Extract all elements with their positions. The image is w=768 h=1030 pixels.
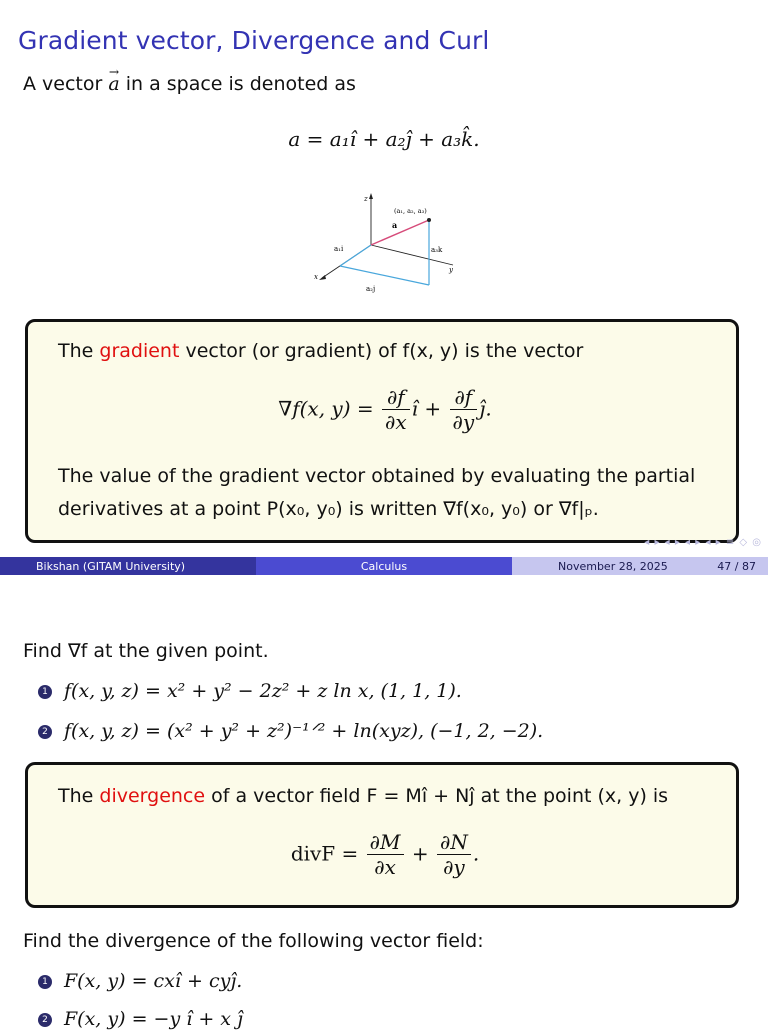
fig-label-z: z xyxy=(364,195,368,203)
fig-label-x: x xyxy=(314,273,318,281)
find-divergence-text: Find the divergence of the following vector field: xyxy=(23,930,484,952)
footer-page: 47 / 87 xyxy=(717,559,756,573)
item-text: F(x, y) = cxî + cyĵ. xyxy=(64,970,243,992)
intro-post: in a space is denoted as xyxy=(119,73,356,95)
gradient-def-line1 xyxy=(58,340,583,362)
vector-3d-figure xyxy=(308,190,468,296)
intro-pre: A vector xyxy=(23,73,109,95)
enum-bullet: 1 xyxy=(38,975,52,989)
list-item xyxy=(38,720,543,742)
grad-post: vector (or gradient) of f(x, y) is the vector xyxy=(179,340,584,362)
enum-bullet: 2 xyxy=(38,725,52,739)
gradient-definition-box xyxy=(25,319,739,543)
fig-label-a: a xyxy=(392,220,398,230)
enum-bullet: 2 xyxy=(38,1013,52,1027)
fig-label-point: (a₁, a₂, a₃) xyxy=(394,207,427,215)
grad-frac1-den: ∂x xyxy=(385,410,407,434)
slide-48 xyxy=(0,576,768,1030)
intro-text xyxy=(23,73,356,95)
div-frac2-den: ∂y xyxy=(443,855,465,879)
grad-frac1-num: ∂f xyxy=(382,386,410,410)
divergence-formula: divF = $\frac{\partial M}{\partial x}$ + $\frac{\partial N}{\partial y}$ . xyxy=(290,830,480,879)
grad-jhat: ĵ. xyxy=(479,396,492,421)
div-post: of a vector field F = Mî + Nĵ at the point (x, y) is xyxy=(205,785,669,807)
item-text: f(x, y, z) = x² + y² − 2z² + z ln x, (1, 1, 1). xyxy=(64,680,462,702)
intro-var: → a xyxy=(108,73,119,95)
grad-frac2-num: ∂f xyxy=(450,386,478,410)
grad-frac2-den: ∂y xyxy=(452,410,475,434)
footer-course: Calculus xyxy=(256,557,512,575)
slide-footer xyxy=(0,557,768,575)
enum-bullet: 1 xyxy=(38,685,52,699)
gradient-highlight: gradient xyxy=(99,340,180,362)
vector-equation: a = a₁î + a₂ĵ + a₃k̂. xyxy=(288,127,480,151)
footer-date: November 28, 2025 xyxy=(558,559,668,573)
div-pre: The xyxy=(58,785,100,807)
item-text: f(x, y, z) = (x² + y² + z²)⁻¹ᐟ² + ln(xyz), (−1, 2, −2). xyxy=(64,720,544,742)
div-frac1-den: ∂x xyxy=(374,855,396,879)
div-frac2-num: ∂N xyxy=(437,831,471,855)
slide-title: Gradient vector, Divergence and Curl xyxy=(18,26,490,55)
gradient-def-line3: derivatives at a point P(x₀, y₀) is written ∇f(x₀, y₀) or ∇f|ₚ. xyxy=(58,498,599,520)
footer-author: Bikshan (GITAM University) xyxy=(0,557,256,575)
grad-ihat: î + xyxy=(411,396,442,421)
grad-pre: The xyxy=(58,340,100,362)
gradient-def-line2: The value of the gradient vector obtained by evaluating the partial xyxy=(58,465,696,487)
fig-label-a1i: a₁i xyxy=(334,245,344,253)
list-item xyxy=(38,680,462,702)
fig-label-a2j: a₂j xyxy=(366,285,376,293)
div-frac1-num: ∂M xyxy=(367,831,404,855)
divergence-definition-box xyxy=(25,762,739,908)
list-item xyxy=(38,1008,243,1030)
find-gradient-text: Find ∇f at the given point. xyxy=(23,640,269,662)
divergence-def-line xyxy=(58,785,668,807)
gradient-formula xyxy=(28,386,742,434)
list-item xyxy=(38,970,242,992)
fig-label-y: y xyxy=(449,266,453,274)
beamer-nav-icons[interactable]: ◂ ▸ ◂ ▸ ◂ ▸ ◂ ▸ ≡ ◇ ◎ xyxy=(644,537,762,548)
divergence-highlight: divergence xyxy=(99,785,206,807)
div-lhs: divF = xyxy=(290,841,359,866)
fig-label-a3k: a₃k xyxy=(431,246,443,254)
footer-date-page xyxy=(512,557,768,575)
item-text: F(x, y) = −y î + x ĵ xyxy=(64,1008,243,1030)
grad-lhs: ∇f(x, y) = xyxy=(278,396,374,421)
